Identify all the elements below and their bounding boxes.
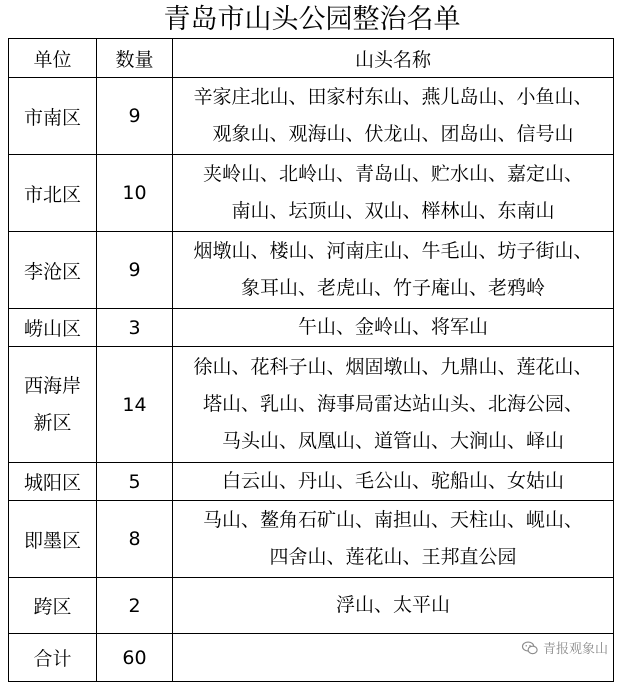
names-line: 夹岭山、北岭山、青岛山、贮水山、嘉定山、 [202,163,583,185]
unit-cell: 李沧区 [9,232,97,309]
page-title: 青岛市山头公园整治名单 [163,4,461,35]
unit-cell: 市南区 [9,78,97,155]
count-cell: 14 [97,347,173,463]
names-line: 南山、坛顶山、双山、榉林山、东南山 [231,200,555,222]
mountain-names-cell [173,501,614,578]
count-cell: 9 [97,232,173,309]
unit-cell: 跨区 [9,578,97,634]
count-cell: 3 [97,309,173,347]
wechat-icon [521,639,539,657]
header-names: 山头名称 [173,39,614,78]
table-row [9,501,614,578]
table-row [9,78,614,155]
mountain-names-cell [173,155,614,232]
count-cell: 10 [97,155,173,232]
table-row [9,578,614,634]
watermark [521,638,608,657]
names-line: 白云山、丹山、毛公山、驼船山、女姑山 [221,470,564,492]
names-line: 辛家庄北山、田家村东山、燕儿岛山、小鱼山、 [193,86,593,108]
header-unit: 单位 [9,39,97,78]
count-cell: 5 [97,463,173,501]
unit-line: 西海岸 [23,374,81,397]
table-row [9,232,614,309]
names-line: 午山、金岭山、将军山 [297,316,488,338]
total-count: 60 [97,634,173,682]
unit-cell: 市北区 [9,155,97,232]
mountain-names-cell [173,78,614,155]
mountain-names-cell [173,463,614,501]
watermark-text: 青报观象山 [542,642,608,657]
header-count: 数量 [97,39,173,78]
mountain-names-cell [173,309,614,347]
names-line: 徐山、花科子山、烟固墩山、九鼎山、莲花山、 [193,356,593,378]
total-label: 合计 [9,634,97,682]
table-header-row [9,39,614,78]
unit-cell: 城阳区 [9,463,97,501]
mountain-list-table [8,38,614,682]
names-line: 马山、鳌角石矿山、南担山、天柱山、岘山、 [202,509,583,531]
names-line: 烟墩山、楼山、河南庄山、牛毛山、坊子街山、 [193,240,593,262]
mountain-names-cell [173,232,614,309]
names-line: 马头山、凤凰山、道管山、大涧山、峄山 [221,430,564,452]
mountain-names-cell [173,347,614,463]
mountain-names-cell [173,578,614,634]
table-row [9,463,614,501]
names-line: 观象山、观海山、伏龙山、团岛山、信号山 [212,123,574,145]
unit-cell [9,347,97,463]
unit-line: 新区 [33,411,72,434]
names-line: 四舍山、莲花山、王邦直公园 [269,546,517,568]
count-cell: 9 [97,78,173,155]
names-line: 浮山、太平山 [335,594,450,616]
table-row [9,155,614,232]
names-line: 象耳山、老虎山、竹子庵山、老鸦岭 [240,277,545,299]
names-line: 塔山、乳山、海事局雷达站山头、北海公园、 [202,393,583,415]
unit-cell: 崂山区 [9,309,97,347]
table-row [9,309,614,347]
count-cell: 2 [97,578,173,634]
count-cell: 8 [97,501,173,578]
unit-cell: 即墨区 [9,501,97,578]
table-row [9,347,614,463]
